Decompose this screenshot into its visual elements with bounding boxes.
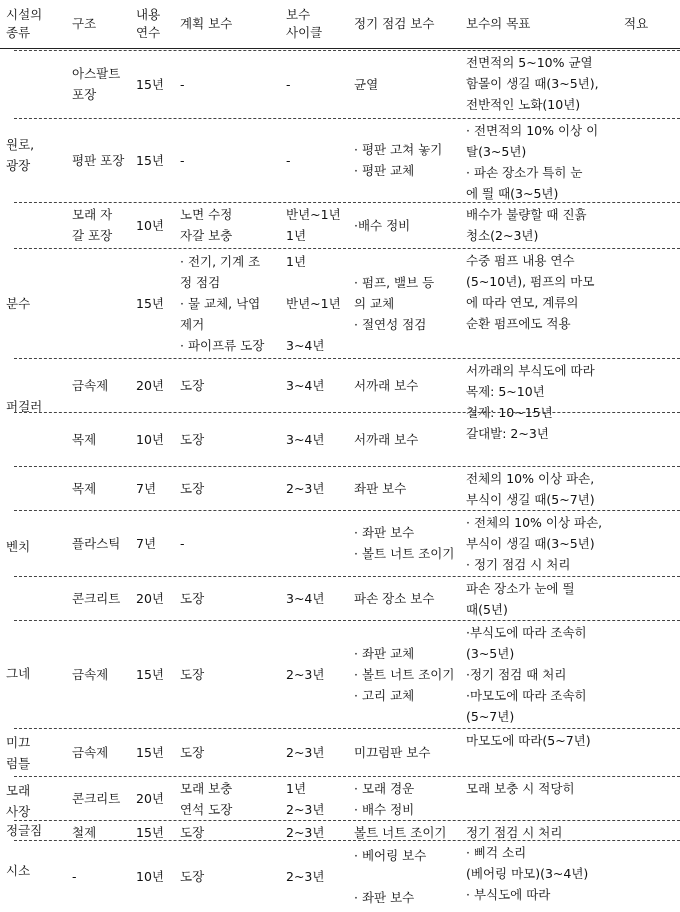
cell-goal: 정기 점검 시 처리: [466, 825, 563, 840]
cell-structure: 아스팔트 포장: [72, 66, 121, 102]
cell-goal: 서까래의 부식도에 따라 목제: 5~10년 철제: 10~15년 갈대발: 2~3년: [466, 363, 595, 441]
table-row: [0, 412, 680, 466]
cell-planned: 모래 보충 연석 도장: [180, 781, 233, 817]
row-separator: [14, 202, 680, 203]
cell-structure: 금속제: [72, 378, 109, 393]
cell-periodic: ·배수 정비: [354, 218, 411, 233]
cell-planned: -: [180, 77, 185, 92]
cell-planned: -: [180, 153, 185, 168]
row-separator: [14, 510, 680, 511]
cell-life: 20년: [136, 591, 164, 606]
cell-facility: 시소: [6, 863, 31, 878]
row-separator: [14, 820, 680, 821]
cell-structure: 평판 포장: [72, 153, 125, 168]
table-row: [0, 620, 680, 728]
cell-planned: 도장: [180, 869, 205, 884]
cell-planned: 도장: [180, 591, 205, 606]
cell-facility: 모래 사장: [6, 783, 31, 819]
cell-periodic: 파손 장소 보수: [354, 591, 435, 606]
cell-planned: 노면 수정 자갈 보충: [180, 207, 233, 243]
row-separator: [14, 728, 680, 729]
header-repair-cycle: 보수 사이클: [286, 7, 323, 40]
cell-life: 10년: [136, 218, 164, 233]
row-separator: [14, 118, 680, 119]
row-separator: [14, 50, 680, 51]
cell-life: 7년: [136, 481, 157, 496]
cell-periodic: 서까래 보수: [354, 378, 419, 393]
cell-structure: 목제: [72, 432, 97, 447]
cell-goal: 파손 장소가 눈에 띌 때(5년): [466, 581, 575, 617]
table-row: [0, 776, 680, 820]
cell-structure: 목제: [72, 481, 97, 496]
cell-cycle: 2~3년: [286, 667, 325, 682]
cell-periodic: · 평판 고쳐 놓기 · 평판 교체: [354, 142, 443, 178]
cell-cycle: 1년 반년~1년 3~4년: [286, 254, 341, 353]
cell-cycle: -: [286, 153, 291, 168]
cell-life: 15년: [136, 825, 164, 840]
row-separator: [14, 840, 680, 841]
row-separator: [14, 620, 680, 621]
cell-periodic: · 좌판 교체 · 볼트 너트 조이기 · 고리 교체: [354, 646, 455, 703]
cell-structure: 금속제: [72, 745, 109, 760]
table-row: [0, 820, 680, 840]
cell-planned: · 전기, 기계 조 정 점검 · 물 교체, 낙엽 제거 · 파이프류 도장: [180, 254, 265, 353]
cell-life: 10년: [136, 869, 164, 884]
cell-facility: 벤치: [6, 539, 31, 554]
cell-periodic: · 베어링 보수 · 좌판 보수: [354, 848, 427, 905]
header-service-life: 내용 연수: [136, 7, 161, 40]
cell-goal: 수중 펌프 내용 연수 (5~10년), 펌프의 마모 에 따라 연모, 계류의 순환 펌프에도 적용: [466, 253, 595, 331]
cell-planned: 도장: [180, 825, 205, 840]
cell-goal: 전체의 10% 이상 파손, 부식이 생길 때(5~7년): [466, 471, 595, 507]
row-separator: [14, 358, 680, 359]
table-row: [0, 118, 680, 202]
cell-cycle: 반년~1년 1년: [286, 207, 341, 243]
cell-periodic: · 좌판 보수 · 볼트 너트 조이기: [354, 525, 455, 561]
table-row: [0, 358, 680, 441]
cell-cycle: 2~3년: [286, 481, 325, 496]
cell-cycle: 3~4년: [286, 591, 325, 606]
table-row: [0, 840, 680, 912]
row-separator: [14, 248, 680, 249]
cell-structure: 플라스틱: [72, 536, 121, 551]
cell-life: 10년: [136, 432, 164, 447]
cell-life: 7년: [136, 536, 157, 551]
cell-planned: 도장: [180, 745, 205, 760]
row-separator: [14, 466, 680, 467]
cell-cycle: 3~4년: [286, 378, 325, 393]
cell-cycle: 2~3년: [286, 825, 325, 840]
row-separator: [14, 576, 680, 577]
cell-goal: 전면적의 5~10% 균열 함몰이 생길 때(3~5년), 전반적인 노화(10년): [466, 55, 599, 112]
cell-goal: ·부식도에 따라 조속히 (3~5년) ·정기 점검 때 처리 ·마모도에 따라 조속히 (5~7년): [466, 625, 587, 724]
cell-structure: 콘크리트: [72, 791, 121, 806]
cell-facility: 정글짐: [6, 823, 43, 838]
row-separator: [14, 776, 680, 777]
cell-goal: 모래 보충 시 적당히: [466, 781, 575, 796]
cell-periodic: 균열: [354, 77, 379, 92]
cell-cycle: -: [286, 77, 291, 92]
table-row: [0, 510, 680, 576]
table-row: [0, 728, 680, 776]
cell-planned: 도장: [180, 432, 205, 447]
cell-facility: 분수: [6, 296, 31, 311]
table-row: [0, 576, 680, 620]
table-row: [0, 202, 680, 248]
cell-life: 15년: [136, 153, 164, 168]
cell-goal: · 전체의 10% 이상 파손, 부식이 생길 때(3~5년) · 정기 점검 시 처리: [466, 515, 603, 572]
cell-life: 15년: [136, 77, 164, 92]
cell-planned: -: [180, 536, 185, 551]
cell-planned: 도장: [180, 481, 205, 496]
cell-facility: 원로, 광장: [6, 137, 35, 173]
cell-periodic: 좌판 보수: [354, 481, 407, 496]
cell-life: 20년: [136, 791, 164, 806]
cell-cycle: 2~3년: [286, 745, 325, 760]
cell-goal: 마모도에 따라(5~7년): [466, 733, 591, 748]
cell-planned: 도장: [180, 378, 205, 393]
cell-cycle: 2~3년: [286, 869, 325, 884]
cell-structure: 콘크리트: [72, 591, 121, 606]
header-periodic-inspection: 정기 점검 보수: [354, 16, 435, 31]
header-structure: 구조: [72, 16, 97, 31]
cell-life: 15년: [136, 745, 164, 760]
cell-structure: 금속제: [72, 667, 109, 682]
header-repair-goal: 보수의 목표: [466, 16, 531, 31]
cell-cycle: 3~4년: [286, 432, 325, 447]
cell-cycle: 1년 2~3년: [286, 781, 325, 817]
cell-structure: 철제: [72, 825, 97, 840]
cell-life: 15년: [136, 667, 164, 682]
table-header: [0, 0, 680, 49]
cell-goal: · 전면적의 10% 이상 이 탈(3~5년) · 파손 장소가 특히 눈 에 띌 때(3~5년): [466, 123, 599, 201]
cell-facility: 그네: [6, 666, 31, 681]
row-separator: [14, 412, 680, 413]
cell-structure: -: [72, 869, 77, 884]
cell-facility: 미끄 럼틀: [6, 735, 31, 771]
cell-periodic: · 펌프, 밸브 등 의 교체 · 절연성 점검: [354, 275, 435, 332]
cell-periodic: · 모래 경운 · 배수 정비: [354, 781, 415, 817]
cell-goal: · 삐걱 소리 (베어링 마모)(3~4년) · 부식도에 따라: [466, 845, 589, 902]
cell-life: 20년: [136, 378, 164, 393]
header-note: 적요: [624, 16, 649, 31]
cell-structure: 모래 자 갈 포장: [72, 207, 113, 243]
table-row: [0, 248, 680, 358]
cell-facility: 퍼걸러: [6, 399, 43, 414]
cell-goal: 배수가 불량할 때 진흙 청소(2~3년): [466, 207, 587, 243]
cell-life: 15년: [136, 296, 164, 311]
header-facility-type: 시설의 종류: [6, 7, 43, 40]
cell-planned: 도장: [180, 667, 205, 682]
header-planned-repair: 계획 보수: [180, 16, 233, 31]
cell-periodic: 볼트 너트 조이기: [354, 825, 447, 840]
cell-periodic: 미끄럼판 보수: [354, 745, 431, 760]
cell-periodic: 서까래 보수: [354, 432, 419, 447]
